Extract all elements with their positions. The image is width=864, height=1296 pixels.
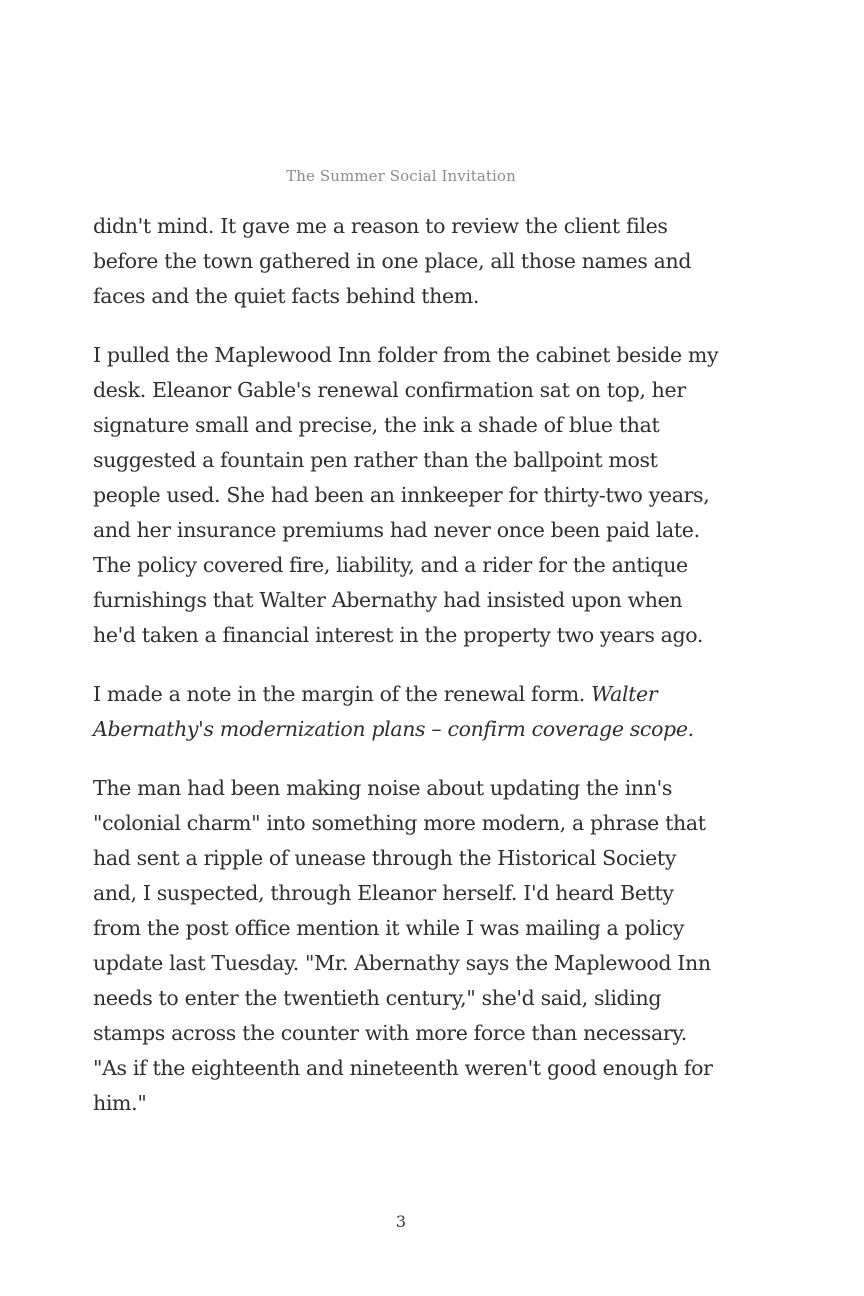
paragraph-4: The man had been making noise about updating the inn's "colonial charm" into something more modern, a phrase that had sent a ripple of unease through the Historical Society and, I suspected, through Eleanor herself. I'd heard Betty from the post office mention it while I was mailing a policy update last Tuesday. "Mr. Abernathy says the Maplewood Inn needs to enter the twentieth century," she'd said, sliding stamps across the counter with more force than necessary. "As if the eighteenth and nineteenth weren't good enough for him.": [93, 776, 713, 1115]
body-text: [93, 209, 721, 1145]
page-number: 3: [395, 1212, 407, 1231]
paragraph-3: [93, 677, 721, 747]
paragraph-3-italic-note: Walter Abernathy's modernization plans – confirm coverage scope.: [93, 682, 694, 741]
paragraph-2: I pulled the Maplewood Inn folder from the cabinet beside my desk. Eleanor Gable's renewal confirmation sat on top, her signature small and precise, the ink a shade of blue that suggested a fountain pen rather than the ballpoint most people used. She had been an innkeeper for thirty-two years, and her insurance premiums had never once been paid late. The policy covered fire, liability, and a rider for the antique furnishings that Walter Abernathy had insisted upon when he'd taken a financial interest in the property two years ago.: [93, 343, 719, 647]
paragraph-1: didn't mind. It gave me a reason to review the client files before the town gathered in one place, all those names and faces and the quiet facts behind them.: [93, 214, 692, 308]
paragraph-3-text: I made a note in the margin of the renewal form.: [93, 682, 592, 706]
running-header: The Summer Social Invitation: [286, 167, 516, 185]
